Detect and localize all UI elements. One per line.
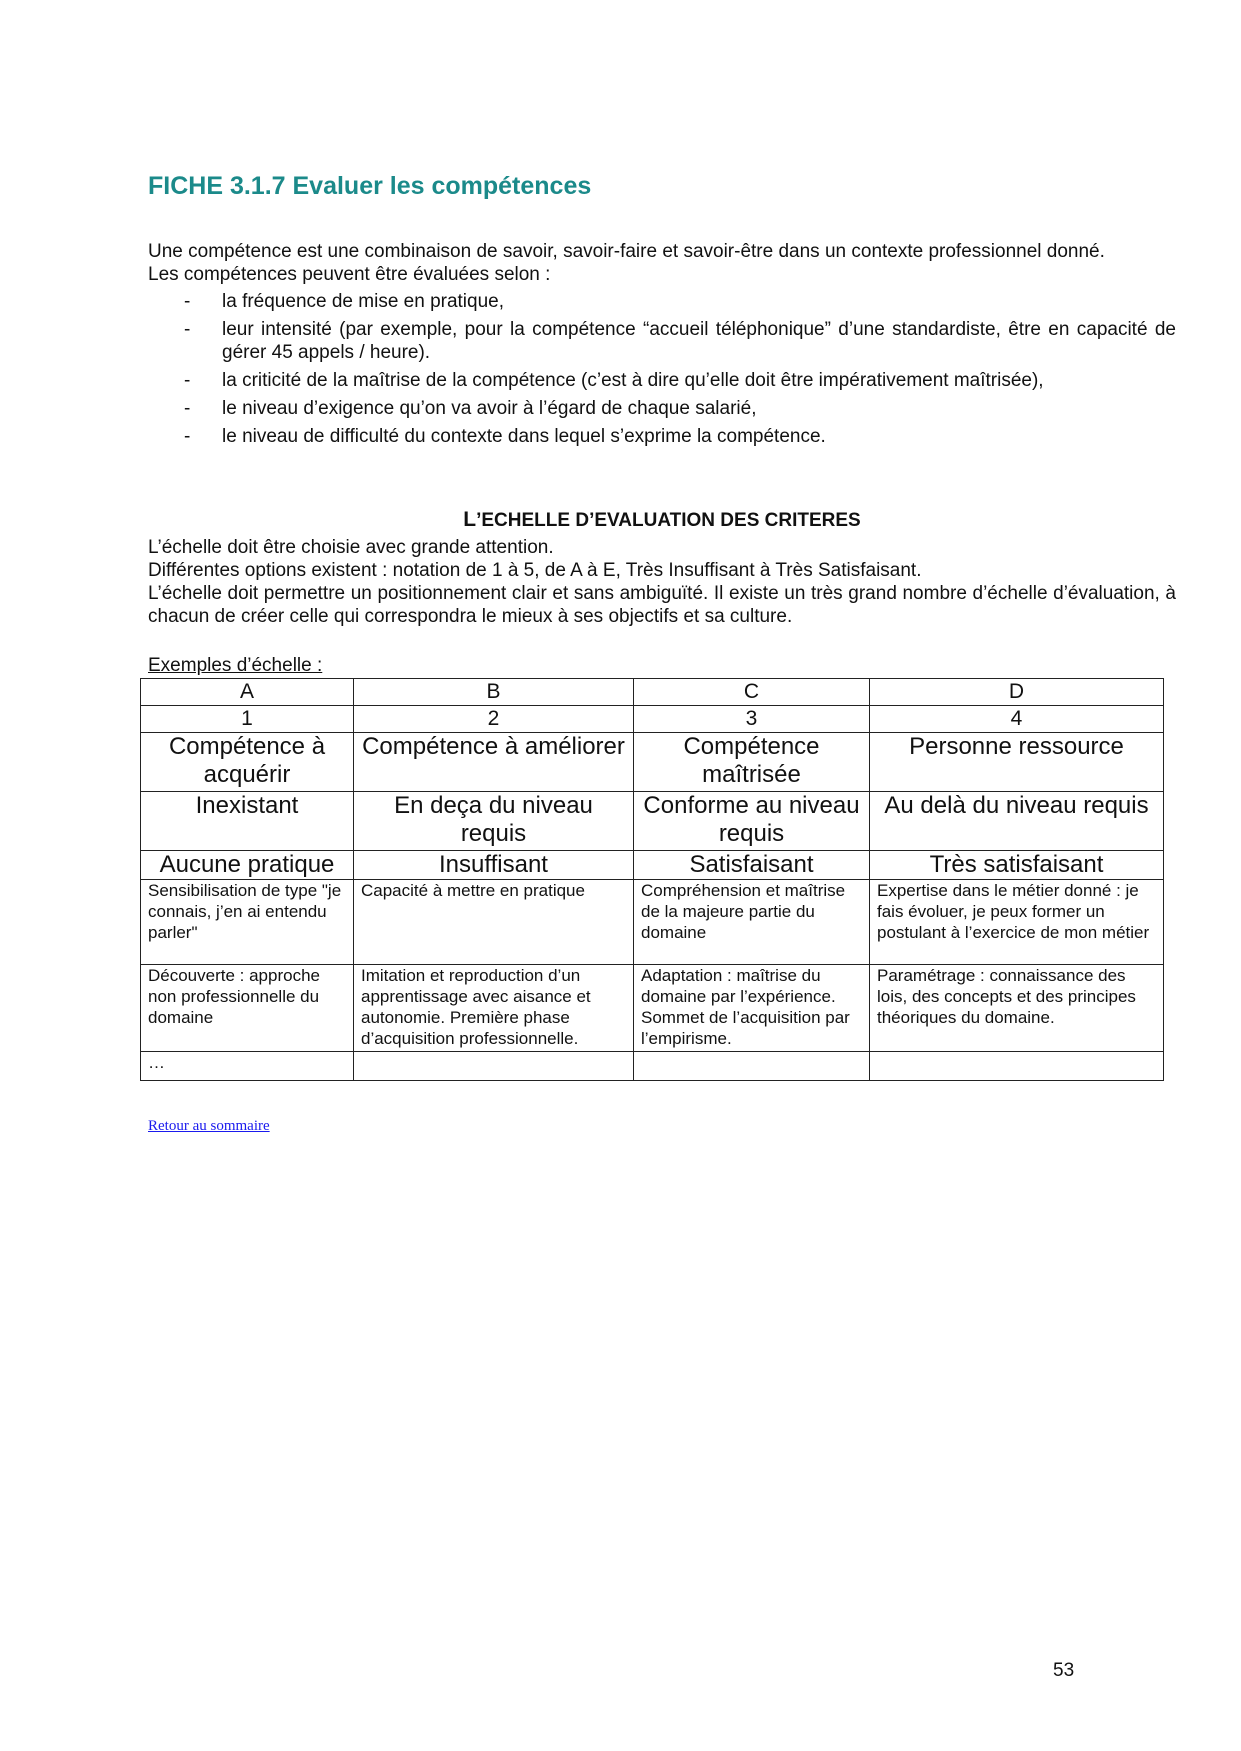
table-cell <box>634 1052 870 1081</box>
examples-label: Exemples d’échelle : <box>148 655 323 676</box>
back-to-summary-link[interactable]: Retour au sommaire <box>148 1118 270 1134</box>
table-cell: Découverte : approche non professionnelle du domaine <box>141 965 354 1052</box>
list-item: - le niveau d’exigence qu’on va avoir à l’égard de chaque salarié, <box>184 398 757 419</box>
table-cell: Compétence à améliorer <box>354 733 634 792</box>
table-row-practice <box>141 851 1164 880</box>
table-cell: B <box>354 679 634 706</box>
table-cell <box>354 1052 634 1081</box>
intro-paragraph-2: Les compétences peuvent être évaluées selon : <box>148 264 551 285</box>
intro-section <box>148 240 1176 453</box>
table-cell: 4 <box>870 706 1164 733</box>
table-cell: A <box>141 679 354 706</box>
table-cell: Très satisfaisant <box>870 851 1164 880</box>
table-row-description-2 <box>141 965 1164 1052</box>
table-cell: Compétence à acquérir <box>141 733 354 792</box>
list-item: - le niveau de difficulté du contexte dans lequel s’exprime la compétence. <box>184 426 826 447</box>
table-cell: 2 <box>354 706 634 733</box>
scale-paragraph-2: Différentes options existent : notation de 1 à 5, de A à E, Très Insuffisant à Très Satisfaisant. <box>148 560 922 581</box>
bullet-dash: - <box>184 370 191 391</box>
table-row-level <box>141 792 1164 851</box>
list-item: - la fréquence de mise en pratique, <box>184 291 505 312</box>
table-cell: C <box>634 679 870 706</box>
table-cell: Conforme au niveau requis <box>634 792 870 851</box>
table-cell: Personne ressource <box>870 733 1164 792</box>
scale-paragraph-1: L’échelle doit être choisie avec grande attention. <box>148 537 554 558</box>
page-number: 53 <box>1053 1660 1075 1681</box>
table-cell: Imitation et reproduction d’un apprentissage avec aisance et autonomie. Première phase d’acquisition professionnelle. <box>354 965 634 1052</box>
table-cell: Expertise dans le métier donné : je fais évoluer, je peux former un postulant à l’exercice de mon métier <box>870 880 1164 965</box>
table-cell: Aucune pratique <box>141 851 354 880</box>
table-cell: Insuffisant <box>354 851 634 880</box>
table-cell: Satisfaisant <box>634 851 870 880</box>
table-row-letters <box>141 679 1164 706</box>
scale-explanation <box>148 536 1176 628</box>
criteria-list <box>148 290 1176 448</box>
scale-paragraph-3: L’échelle doit permettre un positionnement clair et sans ambiguïté. Il existe un très grand nombre d’échelle d’évaluation, à chacun de créer celle qui correspondra le mieux à ses objectifs et sa culture. <box>148 583 1176 627</box>
table-cell: 1 <box>141 706 354 733</box>
bullet-dash: - <box>184 426 191 447</box>
bullet-dash: - <box>184 291 191 312</box>
table-row-description-1 <box>141 880 1164 965</box>
page-title: FICHE 3.1.7 Evaluer les compétences <box>148 172 592 200</box>
table-cell: … <box>141 1052 354 1081</box>
intro-paragraph-1: Une compétence est une combinaison de savoir, savoir-faire et savoir-être dans un contexte professionnel donné. <box>148 241 1105 262</box>
table-cell: Capacité à mettre en pratique <box>354 880 634 965</box>
table-cell: Paramétrage : connaissance des lois, des concepts et des principes théoriques du domaine. <box>870 965 1164 1052</box>
table-cell: Au delà du niveau requis <box>870 792 1164 851</box>
table-row-ellipsis <box>141 1052 1164 1081</box>
table-cell: Sensibilisation de type "je connais, j’en ai entendu parler" <box>141 880 354 965</box>
table-cell: 3 <box>634 706 870 733</box>
table-cell: Inexistant <box>141 792 354 851</box>
table-cell: Compréhension et maîtrise de la majeure partie du domaine <box>634 880 870 965</box>
scale-examples-table <box>140 678 1164 1081</box>
list-item: - leur intensité (par exemple, pour la compétence “accueil téléphonique” d’une standardiste, être en capacité de gérer 45 appels / heure). <box>184 319 1176 363</box>
table-row-competence <box>141 733 1164 792</box>
bullet-dash: - <box>184 398 191 419</box>
section-heading: L’ECHELLE D’EVALUATION DES CRITERES <box>463 508 861 531</box>
bullet-dash: - <box>184 319 191 340</box>
table-cell: D <box>870 679 1164 706</box>
table-cell: Compétence maîtrisée <box>634 733 870 792</box>
table-cell: Adaptation : maîtrise du domaine par l’expérience. Sommet de l’acquisition par l’empirisme. <box>634 965 870 1052</box>
table-cell <box>870 1052 1164 1081</box>
list-item: - la criticité de la maîtrise de la compétence (c’est à dire qu’elle doit être impérativement maîtrisée), <box>184 370 1044 391</box>
table-cell: En deça du niveau requis <box>354 792 634 851</box>
table-row-numbers <box>141 706 1164 733</box>
